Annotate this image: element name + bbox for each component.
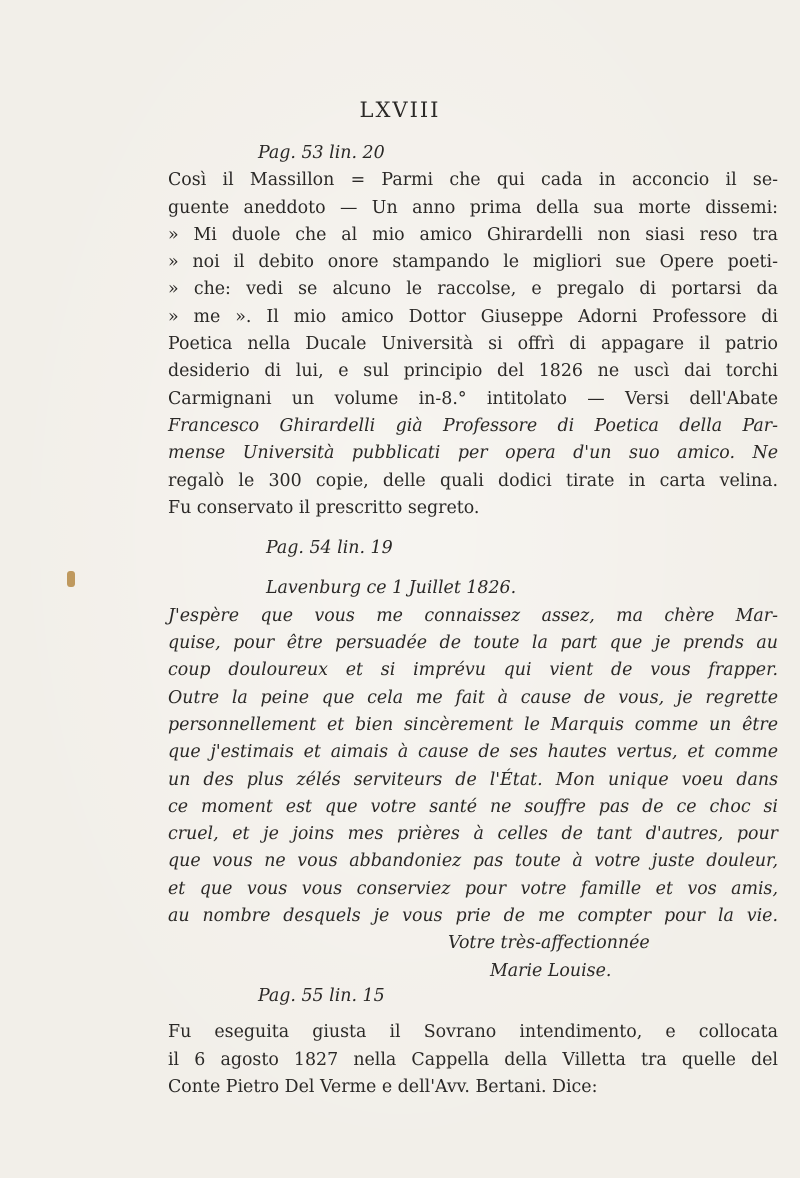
text-line: » noi il debito onore stampando le migliori sue Opere poeti-	[168, 252, 778, 273]
text-line: que vous ne vous abbandoniez pas toute à votre juste douleur,	[168, 851, 778, 872]
section-3-body	[168, 1019, 778, 1101]
text-line: desiderio di lui, e sul principio del 1826 ne uscì dai torchi	[168, 361, 778, 382]
letter-closing: Votre très-affectionnée	[448, 933, 650, 954]
section-gap	[258, 562, 778, 575]
text-line: J'espère que vous me connaissez assez, ma chère Mar-	[168, 605, 778, 626]
text-line: Conte Pietro Del Verme e dell'Avv. Bertani. Dice:	[168, 1076, 598, 1097]
text-line: que j'estimais et aimais à cause de ses hautes vertus, et comme	[168, 742, 778, 763]
text-line: Francesco Ghirardelli già Professore di Poetica della Par-	[168, 415, 778, 436]
ink-stain	[67, 571, 75, 587]
text-line: Poetica nella Ducale Università si offrì di appagare il patrio	[168, 334, 778, 355]
text-line: mense Università pubblicati per opera d'un suo amico. Ne	[168, 443, 778, 464]
text-block	[168, 140, 778, 1101]
text-line: et que vous vous conserviez pour votre famille et vos amis,	[168, 878, 778, 899]
text-line: un des plus zélés serviteurs de l'État. Mon unique voeu dans	[168, 769, 778, 790]
section-heading-pag-55: Pag. 55 lin. 15	[258, 985, 385, 1006]
text-line: au nombre desquels je vous prie de me compter pour la vie.	[168, 906, 778, 927]
letter-signature: Marie Louise.	[490, 960, 612, 981]
section-gap	[258, 1010, 778, 1019]
text-line: » che: vedi se alcuno le raccolse, e pregalo di portarsi da	[168, 279, 778, 300]
section-2-body	[168, 603, 778, 985]
text-line: ce moment est que votre santé ne souffre pas de ce choc si	[168, 796, 778, 817]
text-line: guente aneddoto — Un anno prima della sua morte dissemi:	[168, 197, 778, 218]
text-line: il 6 agosto 1827 nella Cappella della Villetta tra quelle del	[168, 1049, 778, 1070]
page-number: LXVIII	[359, 98, 441, 122]
text-line: Fu conservato il prescritto segreto.	[168, 497, 480, 518]
text-line: » me ». Il mio amico Dottor Giuseppe Adorni Professore di	[168, 306, 778, 327]
text-line: personnellement et bien sincèrement le Marquis comme un être	[168, 714, 778, 735]
text-line: Così il Massillon = Parmi che qui cada in acconcio il se-	[168, 170, 778, 191]
letter-place-date: Lavenburg ce 1 Juillet 1826.	[266, 578, 517, 599]
section-heading-pag-53: Pag. 53 lin. 20	[258, 143, 385, 163]
section-1-body	[168, 167, 778, 522]
section-heading-pag-54: Pag. 54 lin. 19	[266, 538, 393, 559]
section-gap	[258, 522, 778, 535]
text-line: » Mi duole che al mio amico Ghirardelli non siasi reso tra	[168, 224, 778, 245]
text-line: Fu eseguita giusta il Sovrano intendimento, e collocata	[168, 1022, 778, 1043]
text-line: cruel, et je joins mes prières à celles de tant d'autres, pour	[168, 824, 778, 845]
text-line: Carmignani un volume in-8.° intitolato — Versi dell'Abate	[168, 388, 778, 409]
text-line: coup douloureux et si imprévu qui vient de vous frapper.	[168, 660, 778, 681]
text-line: Outre la peine que cela me fait à cause de vous, je regrette	[168, 687, 778, 708]
text-line: regalò le 300 copie, delle quali dodici tirate in carta velina.	[168, 470, 778, 491]
text-line: quise, pour être persuadée de toute la part que je prends au	[168, 633, 778, 654]
